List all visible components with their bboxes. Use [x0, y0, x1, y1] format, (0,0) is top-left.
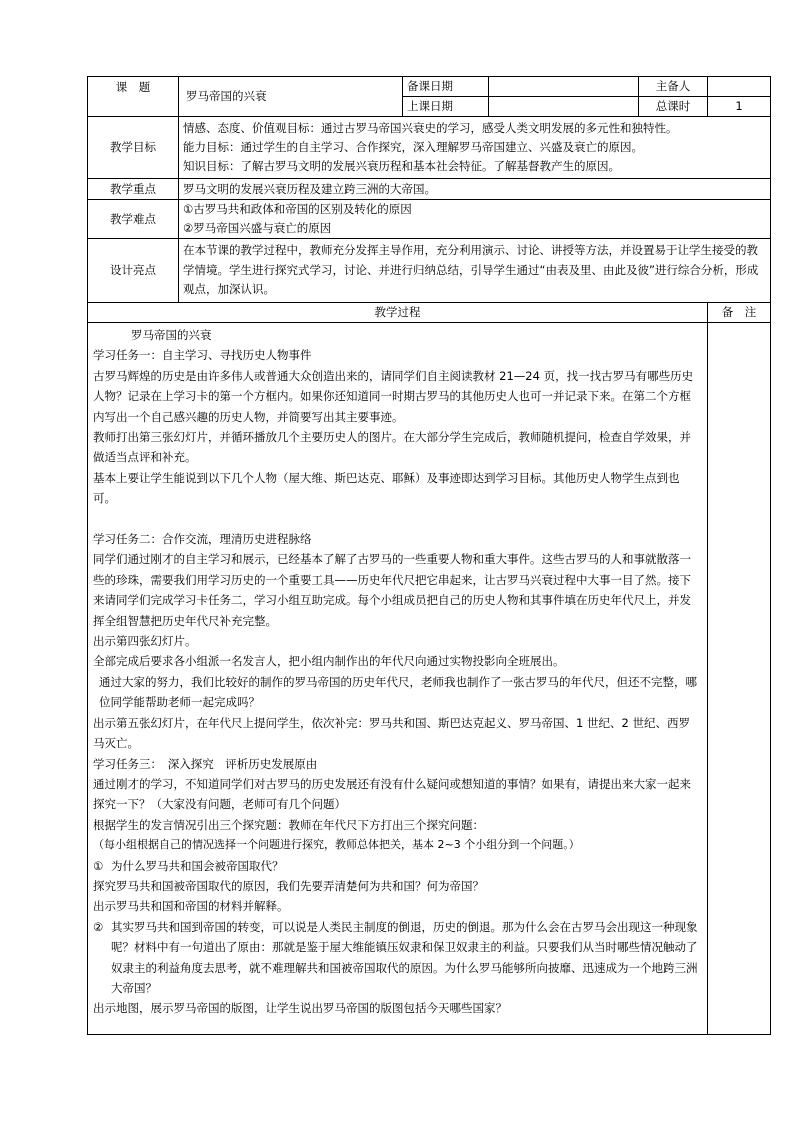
difficulty-1: ①古罗马共和政体和帝国的区别及转化的原因	[183, 202, 412, 216]
task1-paragraph-3: 基本上要让学生能说到以下几个人物（屋大维、斯巴达克、耶稣）及事迹即达到学习目标。其他历史人物学生点到也可。	[93, 470, 680, 506]
key-points-text: 罗马文明的发展兴衰历程及建立跨三洲的大帝国。	[179, 179, 771, 200]
question-2-number: ②	[93, 919, 104, 934]
difficulties-label: 教学难点	[88, 200, 179, 239]
remarks-content	[708, 323, 771, 1035]
total-hours-label: 总课时	[639, 97, 708, 117]
question-1-number: ①	[93, 858, 104, 873]
task2-paragraph-4: 通过大家的努力，我们比较好的制作的罗马帝国的历史年代尺，老师我也制作了一张古罗马的年代尺，但还不完整，哪位同学能帮助老师一起完成吗？	[99, 674, 697, 710]
question-1-text: 为什么罗马共和国会被帝国取代？	[111, 858, 284, 873]
process-header-row	[88, 303, 771, 323]
main-prep-label: 主备人	[639, 77, 708, 97]
task3-paragraph-3: （每小组根据自己的情况选择一个问题进行探究，教师总体把关，基本 2~3 个小组分到一个问题。）	[93, 838, 580, 852]
task3-paragraph-2: 根据学生的发言情况引出三个探究题：教师在年代尺下方打出三个探究问题：	[93, 817, 484, 832]
task3-paragraph-4: 探究罗马共和国被帝国取代的原因，我们先要弄清楚何为共和国？何为帝国？	[93, 878, 484, 893]
task3-paragraph-5: 出示罗马共和国和帝国的材料并解释。	[93, 899, 289, 914]
difficulties-content	[179, 200, 771, 239]
class-date-label: 上课日期	[403, 97, 489, 117]
class-date-value	[489, 97, 639, 117]
task2-title: 学习任务二：合作交流，理清历史进程脉络	[93, 532, 312, 547]
question-2	[93, 917, 701, 999]
question-2-text: 其实罗马共和国到帝国的转变，可以说是人类民主制度的倒退，历史的倒退。那为什么会在古罗马会出现这一种现象呢？材料中有一句道出了原由：那就是鉴于屋大维能镇压奴隶和保卫奴隶主的利益。只要我们从当时哪些情况触动了奴隶主的利益角度去思考，就不难理解共和国被帝国取代的原因。为什么罗马能够所向披靡、迅速成为一个地跨三洲大帝国？	[111, 919, 698, 995]
task1-title: 学习任务一：自主学习、寻找历史人物事件	[93, 348, 312, 363]
goal-knowledge: 知识目标：了解古罗马文明的发展兴衰历程和基本社会特征。了解基督教产生的原因。	[183, 159, 620, 173]
key-points-row	[88, 179, 771, 200]
highlights-row	[88, 239, 771, 303]
task3-paragraph-6: 出示地图，展示罗马帝国的版图，让学生说出罗马帝国的版图包括今天哪些国家？	[93, 1001, 507, 1016]
prep-date-label: 备课日期	[403, 77, 489, 97]
highlights-label: 设计亮点	[88, 239, 179, 303]
task2-paragraph-1: 同学们通过刚才的自主学习和展示，已经基本了解了古罗马的一些重要人物和重大事件。这些古罗马的人和事就散落一些的珍珠，需要我们用学习历史的一个重要工具——历史年代尺把它串起来，让古罗马兴衰过程中大事一目了然。接下来请同学们完成学习卡任务二，学习小组互助完成。每个小组成员把自己的历史人物和其事件填在历史年代尺上，并发挥全组智慧把历史年代尺补充完整。	[93, 552, 691, 628]
task1-paragraph-1: 古罗马辉煌的历史是由许多伟人或普通大众创造出来的，请同学们自主阅读教材 21—24 页，找一找古罗马有哪些历史人物？记录在上学习卡的第一个方框内。如果你还知道同一时期古罗马的其他历史人也可一并记录下来。在第二个方框内写出一个自己感兴趣的历史人物，并简要写出其主要事迹。	[93, 368, 694, 424]
goals-row	[88, 117, 771, 179]
goal-ability: 能力目标：通过学生的自主学习、合作探究，深入理解罗马帝国建立、兴盛及衰亡的原因。	[183, 140, 643, 154]
goal-emotion: 情感、态度、价值观目标：通过古罗马帝国兴衰史的学习，感受人类文明发展的多元性和独特性。	[183, 121, 678, 135]
highlights-text: 在本节课的教学过程中，教师充分发挥主导作用，充分利用演示、讨论、讲授等方法，并设置易于让学生接受的教学情境。学生进行探究式学习，讨论、并进行归纳总结，引导学生通过“由表及里、由此及彼”进行综合分析，形成观点，加深认识。	[179, 239, 771, 303]
task2-paragraph-3: 全部完成后要求各小组派一名发言人，把小组内制作出的年代尺向通过实物投影向全班展出。	[93, 654, 565, 669]
task3-title: 学习任务三： 深入探究 评析历史发展原由	[93, 756, 318, 771]
remarks-header: 备 注	[708, 303, 771, 323]
lesson-plan-table	[87, 76, 771, 1035]
task2-paragraph-5: 出示第五张幻灯片，在年代尺上提问学生，依次补完：罗马共和国、斯巴达克起义、罗马帝国、1 世纪、2 世纪、西罗马灭亡。	[93, 715, 690, 751]
header-row-1	[88, 77, 771, 97]
task2-paragraph-2: 出示第四张幻灯片。	[93, 634, 197, 649]
goals-content	[179, 117, 771, 179]
total-hours-value: 1	[708, 97, 771, 117]
process-header: 教学过程	[88, 303, 708, 323]
question-1	[93, 856, 701, 876]
key-points-label: 教学重点	[88, 179, 179, 200]
topic-value: 罗马帝国的兴衰	[179, 77, 403, 117]
process-title: 罗马帝国的兴衰	[131, 328, 212, 342]
prep-date-value	[489, 77, 639, 97]
topic-label: 课 题	[88, 77, 179, 117]
difficulties-row	[88, 200, 771, 239]
main-prep-value	[708, 77, 771, 97]
blank-line	[93, 509, 701, 529]
difficulty-2: ②罗马帝国兴盛与衰亡的原因	[183, 221, 332, 235]
process-row	[88, 323, 771, 1035]
process-content	[88, 323, 708, 1035]
task1-paragraph-2: 教师打出第三张幻灯片，并循环播放几个主要历史人的图片。在大部分学生完成后，教师随机提问，检查自学效果，并做适当点评和补充。	[93, 430, 691, 465]
goals-label: 教学目标	[88, 117, 179, 179]
task3-paragraph-1: 通过刚才的学习，不知道同学们对古罗马的历史发展还有没有什么疑问或想知道的事情？如果有，请提出来大家一起来探究一下？（大家没有问题，老师可有几个问题）	[93, 776, 691, 812]
